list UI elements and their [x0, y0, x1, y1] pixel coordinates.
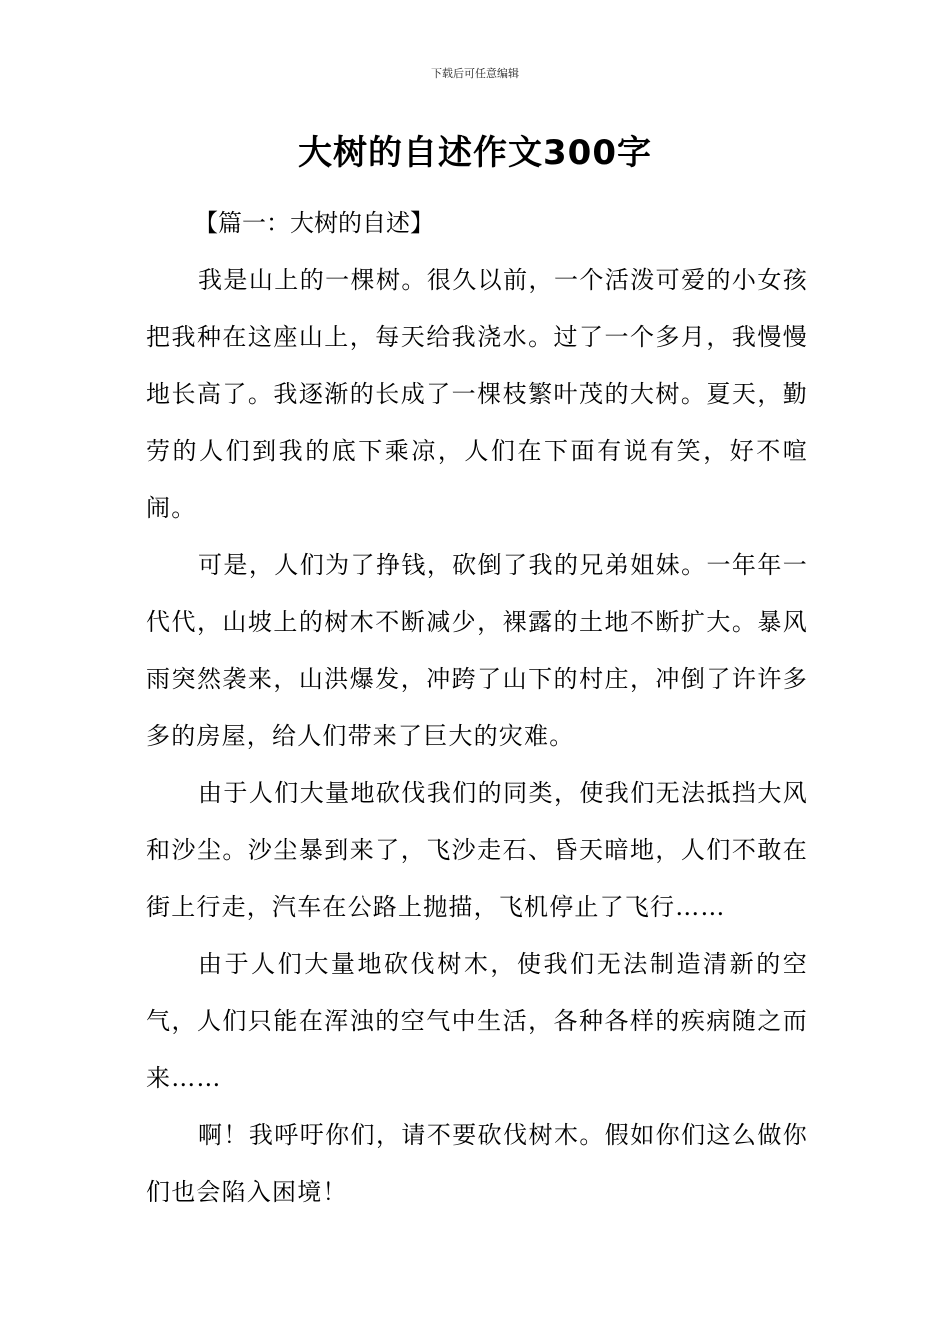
document-body: [146, 195, 808, 1221]
paragraph-3: 由于人们大量地砍伐我们的同类，使我们无法抵挡大风和沙尘。沙尘暴到来了，飞沙走石、昏天暗地，人们不敢在街上行走，汽车在公路上抛描，飞机停止了飞行……: [146, 779, 808, 921]
paragraph-4: 由于人们大量地砍伐树木，使我们无法制造清新的空气，人们只能在浑浊的空气中生活，各种各样的疾病随之而来……: [146, 950, 808, 1092]
paragraph-2: 可是，人们为了挣钱，砍倒了我的兄弟姐妹。一年年一代代，山坡上的树木不断减少，裸露的土地不断扩大。暴风雨突然袭来，山洪爆发，冲跨了山下的村庄，冲倒了许许多多的房屋，给人们带来了巨大的灾难。: [146, 551, 808, 750]
header-note: 下载后可任意编辑: [431, 67, 519, 80]
document-title: 大树的自述作文300字: [298, 133, 652, 173]
section-heading: 【篇一：大树的自述】: [194, 209, 434, 237]
paragraph-1: 我是山上的一棵树。很久以前，一个活泼可爱的小女孩把我种在这座山上，每天给我浇水。过了一个多月，我慢慢地长高了。我逐渐的长成了一棵枝繁叶茂的大树。夏天，勤劳的人们到我的底下乘凉，人们在下面有说有笑，好不喧闹。: [146, 266, 808, 522]
paragraph-5: 啊！我呼吁你们，请不要砍伐树木。假如你们这么做你们也会陷入困境！: [146, 1121, 808, 1206]
